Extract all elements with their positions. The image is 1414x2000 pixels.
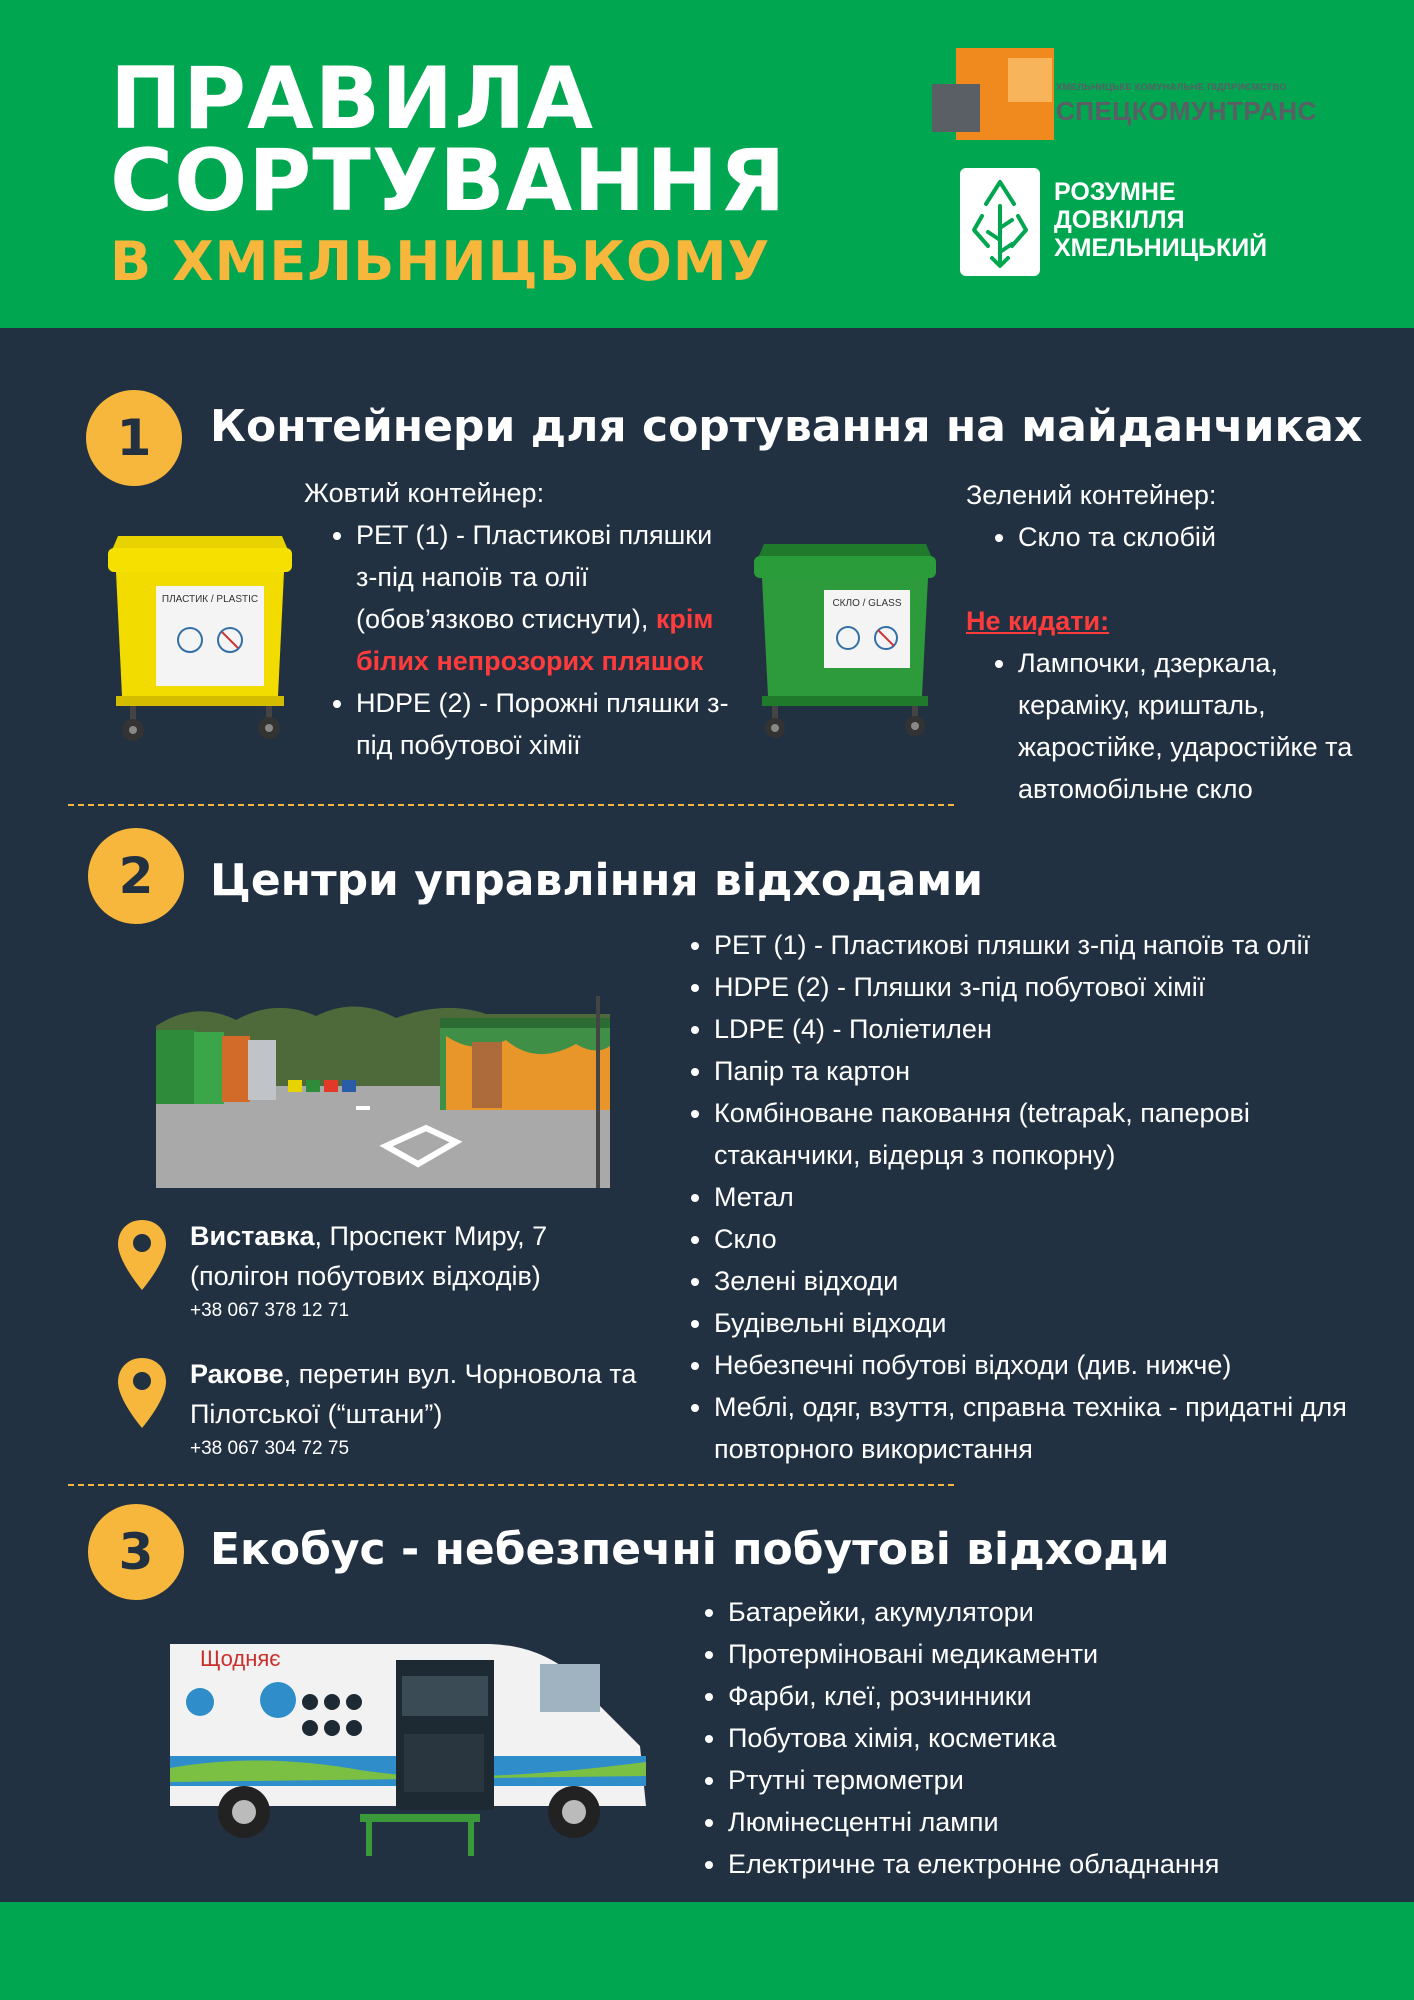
yellow-item-1-text: PET (1) - Пластикові пляшки з-під напоїв та олії (обов’язково стиснути), <box>356 520 713 634</box>
location-1 <box>190 1216 650 1326</box>
location-pin-icon <box>116 1356 168 1430</box>
yellow-bin-label: ПЛАСТИК / PLASTIC <box>161 594 259 605</box>
section-1-number: 1 <box>86 390 182 486</box>
location-2 <box>190 1354 670 1464</box>
not-throw-list <box>966 642 1366 810</box>
green-container-heading: Зелений контейнер: <box>966 480 1217 510</box>
location-2-phone[interactable]: +38 067 304 72 75 <box>190 1438 350 1459</box>
list-item: • Метал <box>714 1176 1352 1218</box>
list-item: • HDPE (2) - Пляшки з-під побутової хімії <box>714 966 1352 1008</box>
yellow-container-image <box>106 528 294 742</box>
list-item: • Будівельні відходи <box>714 1302 1352 1344</box>
list-item: • Фарби, клеї, розчинники <box>728 1675 1356 1717</box>
list-item: • Електричне та електронне обладнання <box>728 1843 1356 1885</box>
list-item: • PET (1) - Пластикові пляшки з-під напоїв та олії <box>714 924 1352 966</box>
logo2-text <box>1054 178 1267 262</box>
title-line-1: ПРАВИЛА <box>110 49 595 149</box>
section-3-title: Екобус - небезпечні побутові відходи <box>210 1524 1170 1575</box>
section-3-number: 3 <box>88 1504 184 1600</box>
yellow-container-list <box>304 514 740 766</box>
hazardous-items-list <box>676 1591 1356 1885</box>
list-item: • Протерміновані медикаменти <box>728 1633 1356 1675</box>
title-subtitle: В ХМЕЛЬНИЦЬКОМУ <box>110 230 771 293</box>
spetskomuntrans-logo <box>928 44 1348 148</box>
list-item: • Ртутні термометри <box>728 1759 1356 1801</box>
list-item: • LDPE (4) - Поліетилен <box>714 1008 1352 1050</box>
ecobus-accepted-list <box>676 1591 1356 1885</box>
list-item <box>356 514 740 682</box>
logo-gray-square <box>932 84 980 132</box>
section-divider-1 <box>68 804 954 806</box>
list-item: • Небезпечні побутові відходи (див. нижче) <box>714 1344 1352 1386</box>
logo2-line-1: РОЗУМНЕ <box>1054 178 1176 206</box>
ecobus-text: Щодняє <box>200 1646 281 1671</box>
location-2-address: , перетин вул. Чорновола та Пілотської (“штани”) <box>190 1359 637 1429</box>
list-item: • Зелені відходи <box>714 1260 1352 1302</box>
header-banner <box>0 0 1414 328</box>
list-item: • HDPE (2) - Порожні пляшки з-під побутової хімії <box>356 682 740 766</box>
list-item: • Скло та склобій <box>1018 516 1366 558</box>
waste-center-accepted-list <box>662 924 1352 1470</box>
not-throw-heading: Не кидати: <box>966 606 1110 636</box>
section-1-title: Контейнери для сортування на майданчиках <box>210 401 1363 452</box>
location-2-name: Ракове <box>190 1359 284 1389</box>
list-item: • Лампочки, дзеркала, кераміку, кришталь, жаростійке, ударостійке та автомобільне скло <box>1018 642 1366 810</box>
yellow-container-info <box>304 472 740 766</box>
location-pin-icon <box>116 1218 168 1292</box>
title-line-2: СОРТУВАННЯ <box>110 131 787 231</box>
section-2-title: Центри управління відходами <box>210 855 984 906</box>
list-item: • Комбіноване паковання (tetrapak, паперові стаканчики, відерця з попкорну) <box>714 1092 1352 1176</box>
location-1-address: , Проспект Миру, 7 (полігон побутових відходів) <box>190 1221 548 1291</box>
section-divider-2 <box>68 1484 954 1486</box>
section-2-number: 2 <box>88 828 184 924</box>
list-item: • Меблі, одяг, взуття, справна техніка - придатні для повторного використання <box>714 1386 1352 1470</box>
location-1-name: Виставка <box>190 1221 315 1251</box>
yellow-item-1-warning: крім білих непрозорих пляшок <box>356 604 714 676</box>
yellow-container-heading: Жовтий контейнер: <box>304 478 545 508</box>
list-item: • Побутова хімія, косметика <box>728 1717 1356 1759</box>
green-container-image <box>750 540 940 740</box>
logo2-line-2: ДОВКІЛЛЯ <box>1054 206 1185 234</box>
green-bin-label: СКЛО / GLASS <box>832 598 902 609</box>
list-item: • Батарейки, акумулятори <box>728 1591 1356 1633</box>
logo-subtitle: ХМЕЛЬНИЦЬКЕ КОМУНАЛЬНЕ ПІДПРИЄМСТВО <box>1056 82 1287 93</box>
list-item: • Люмінесцентні лампи <box>728 1801 1356 1843</box>
location-1-phone[interactable]: +38 067 378 12 71 <box>190 1300 350 1321</box>
ecobus-photo <box>160 1636 654 1862</box>
logo-light-orange-square <box>1008 58 1052 102</box>
logo-title: СПЕЦКОМУНТРАНС <box>1056 96 1317 126</box>
recycle-icon <box>960 168 1040 276</box>
logo2-line-3: ХМЕЛЬНИЦЬКИЙ <box>1054 234 1268 262</box>
green-container-list <box>966 516 1366 558</box>
list-item: • Скло <box>714 1218 1352 1260</box>
waste-center-photo <box>156 996 610 1188</box>
accepted-items-list <box>662 924 1352 1470</box>
list-item: • Папір та картон <box>714 1050 1352 1092</box>
footer-bar <box>0 1902 1414 2000</box>
green-container-info <box>966 474 1366 810</box>
